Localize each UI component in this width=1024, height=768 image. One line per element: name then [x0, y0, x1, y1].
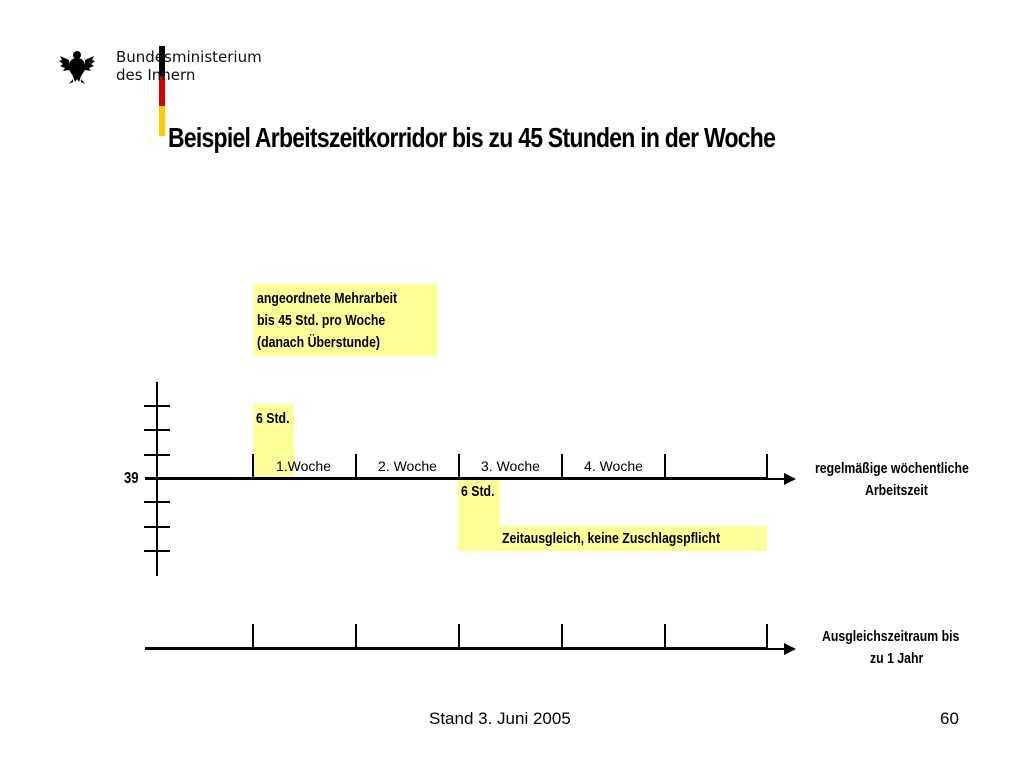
axis-value-39: 39 — [124, 470, 139, 487]
scale-tick — [144, 429, 170, 431]
week-separator — [664, 454, 666, 478]
compensation-strip — [500, 526, 767, 551]
period-separator — [355, 624, 357, 648]
regular-hours-line-1: regelmäßige wöchentliche — [815, 460, 969, 477]
arrow-right-icon — [766, 642, 796, 656]
flag-gold — [159, 106, 165, 136]
week-separator — [355, 454, 357, 478]
period-separator — [766, 624, 768, 648]
period-separator — [252, 624, 254, 648]
overtime-line-1: angeordnete Mehrarbeit — [257, 290, 398, 307]
footer-date: Stand 3. Juni 2005 — [429, 709, 571, 728]
scale-tick — [144, 405, 170, 407]
compensation-label: Zeitausgleich, keine Zuschlagspflicht — [502, 530, 721, 547]
logo-line-1: Bundesministerium — [116, 48, 262, 66]
period-separator — [664, 624, 666, 648]
minus-hours-block — [458, 480, 500, 551]
week-label-4: 4. Woche — [584, 458, 643, 474]
week-label-3: 3. Woche — [481, 458, 540, 474]
arrow-right-icon — [766, 472, 796, 486]
week-label-2: 2. Woche — [378, 458, 437, 474]
federal-eagle-icon — [58, 46, 96, 86]
period-line-2: zu 1 Jahr — [870, 650, 924, 667]
minus-hours-label: 6 Std. — [461, 483, 495, 500]
period-separator — [561, 624, 563, 648]
overtime-line-2: bis 45 Std. pro Woche — [257, 312, 386, 329]
week-separator — [766, 454, 768, 478]
overtime-line-3: (danach Überstunde) — [257, 334, 381, 351]
regular-hours-line-2: Arbeitszeit — [865, 482, 928, 499]
period-line-1: Ausgleichszeitraum bis — [822, 628, 960, 645]
plus-hours-label: 6 Std. — [256, 410, 290, 427]
period-axis — [145, 647, 767, 650]
scale-tick — [144, 501, 170, 503]
overtime-box — [253, 284, 438, 356]
scale-tick — [144, 454, 170, 456]
week-separator — [561, 454, 563, 478]
week-separator — [458, 454, 460, 478]
week-separator — [252, 454, 254, 478]
logo-line-2: des Innern — [116, 66, 196, 84]
scale-tick — [144, 550, 170, 552]
page-number: 60 — [940, 709, 959, 728]
regular-hours-axis — [145, 477, 767, 480]
scale-tick — [144, 526, 170, 528]
period-separator — [458, 624, 460, 648]
week-label-1: 1.Woche — [276, 458, 331, 474]
page-title: Beispiel Arbeitszeitkorridor bis zu 45 Stunden in der Woche — [168, 122, 776, 153]
